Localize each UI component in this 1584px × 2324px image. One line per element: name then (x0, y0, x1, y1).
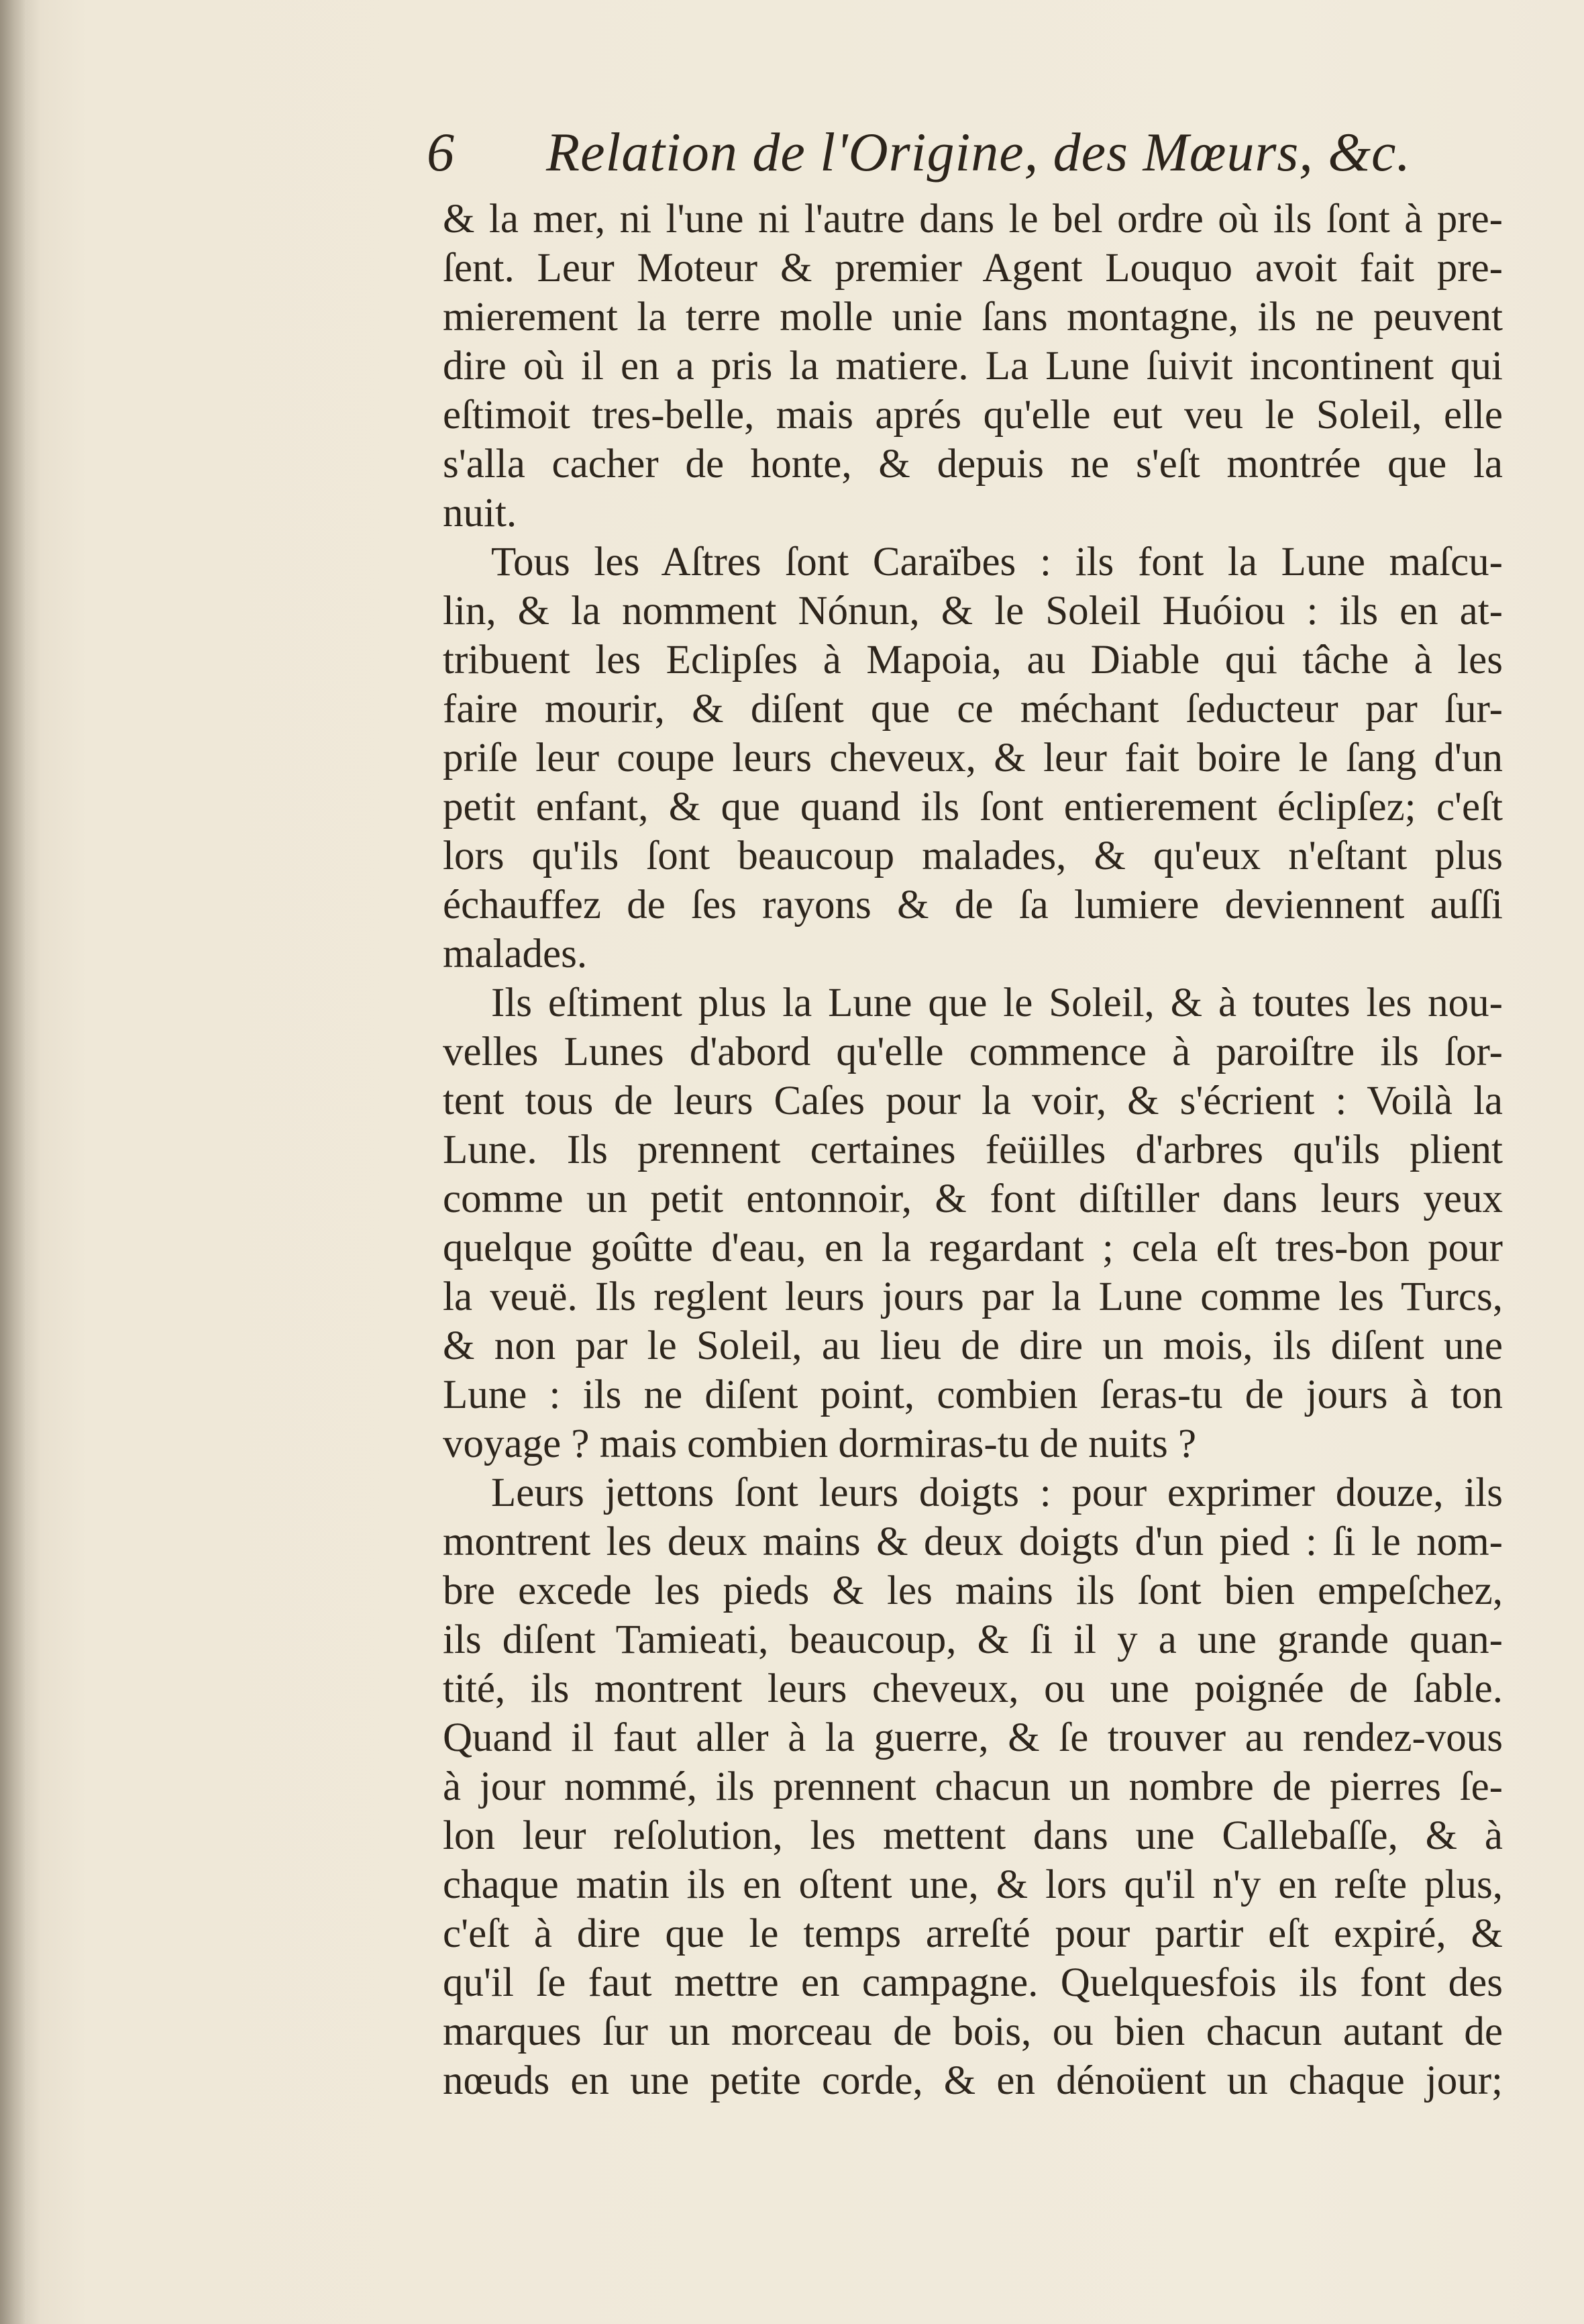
text-line: marques ſur un morceau de bois, ou bien chacun autant de (443, 2009, 1503, 2054)
text-line: velles Lunes d'abord qu'elle commence à paroiſtre ils ſor- (443, 1029, 1503, 1074)
text-line: mierement la terre molle unie ſans montagne, ils ne peuvent (443, 295, 1503, 340)
text-line: qu'il ſe faut mettre en campagne. Quelquesfois ils font des (443, 1960, 1503, 2005)
text-line: Tous les Aſtres ſont Caraïbes : ils font la Lune maſcu- (491, 540, 1503, 585)
text-line: voyage ? mais combien dormiras-tu de nuits ? (443, 1421, 1197, 1466)
text-line: & la mer, ni l'une ni l'autre dans le bel ordre où ils ſont à pre- (443, 197, 1503, 242)
text-line: faire mourir, & diſent que ce méchant ſeducteur par ſur- (443, 687, 1503, 731)
paragraph-1 (443, 195, 1503, 538)
text-line: bre excede les pieds & les mains ils ſont bien empeſchez, (443, 1568, 1503, 1613)
page-number: 6 (427, 121, 454, 183)
paragraph-3 (443, 978, 1503, 1468)
page-header (427, 122, 1446, 183)
text-line: priſe leur coupe leurs cheveux, & leur fait boire le ſang d'un (443, 736, 1503, 780)
text-line: petit enfant, & que quand ils ſont entierement éclipſez; c'eſt (443, 785, 1503, 829)
text-line: nuit. (443, 491, 517, 536)
text-line: quelque goûtte d'eau, en la regardant ; cela eſt tres-bon pour (443, 1225, 1503, 1270)
text-line: lon leur reſolution, les mettent dans une Callebaſſe, & à (443, 1813, 1503, 1858)
text-line: chaque matin ils en oſtent une, & lors qu'il n'y en reſte plus, (443, 1862, 1503, 1907)
text-line: comme un petit entonnoir, & font diſtiller dans leurs yeux (443, 1176, 1503, 1221)
text-line: tité, ils montrent leurs cheveux, ou une poignée de ſable. (443, 1666, 1503, 1711)
text-line: s'alla cacher de honte, & depuis ne s'eſt montrée que la (443, 442, 1503, 487)
text-line: lin, & la nomment Nónun, & le Soleil Huóiou : ils en at- (443, 589, 1503, 634)
text-line: échauffez de ſes rayons & de ſa lumiere deviennent auſſi (443, 882, 1503, 927)
text-line: eſtimoit tres-belle, mais aprés qu'elle eut veu le Soleil, elle (443, 393, 1503, 438)
text-line: Leurs jettons ſont leurs doigts : pour exprimer douze, ils (491, 1470, 1503, 1515)
body-text (443, 195, 1503, 2105)
text-line: Ils eſtiment plus la Lune que le Soleil, & à toutes les nou- (491, 980, 1503, 1025)
text-line: ils diſent Tamieati, beaucoup, & ſi il y a une grande quan- (443, 1617, 1503, 1662)
text-line: & non par le Soleil, au lieu de dire un mois, ils diſent une (443, 1323, 1503, 1368)
text-line: ſent. Leur Moteur & premier Agent Louquo avoit fait pre- (443, 246, 1503, 291)
text-line: tribuent les Eclipſes à Mapoia, au Diable qui tâche à les (443, 638, 1503, 683)
text-line: dire où il en a pris la matiere. La Lune ſuivit incontinent qui (443, 344, 1503, 389)
text-line: tent tous de leurs Caſes pour la voir, & s'écrient : Voilà la (443, 1078, 1503, 1123)
paragraph-2 (443, 538, 1503, 978)
text-line: c'eſt à dire que le temps arreſté pour partir eſt expiré, & (443, 1911, 1503, 1956)
text-line: montrent les deux mains & deux doigts d'un pied : ſi le nom- (443, 1519, 1503, 1564)
text-line: Lune : ils ne diſent point, combien ſeras-tu de jours à ton (443, 1372, 1503, 1417)
text-line: nœuds en une petite corde, & en dénoüent un chaque jour; (443, 2058, 1503, 2103)
text-line: Quand il faut aller à la guerre, & ſe trouver au rendez-vous (443, 1715, 1503, 1760)
text-line: la veuë. Ils reglent leurs jours par la Lune comme les Turcs, (443, 1274, 1503, 1319)
paragraph-4 (443, 1468, 1503, 2105)
text-line: lors qu'ils ſont beaucoup malades, & qu'eux n'eſtant plus (443, 833, 1503, 878)
text-line: malades. (443, 931, 588, 976)
book-binding-shadow (0, 0, 25, 2324)
running-title: Relation de l'Origine, des Mœurs, &c. (546, 121, 1411, 183)
text-line: à jour nommé, ils prennent chacun un nombre de pierres ſe- (443, 1764, 1503, 1809)
text-line: Lune. Ils prennent certaines feüilles d'arbres qu'ils plient (443, 1127, 1503, 1172)
